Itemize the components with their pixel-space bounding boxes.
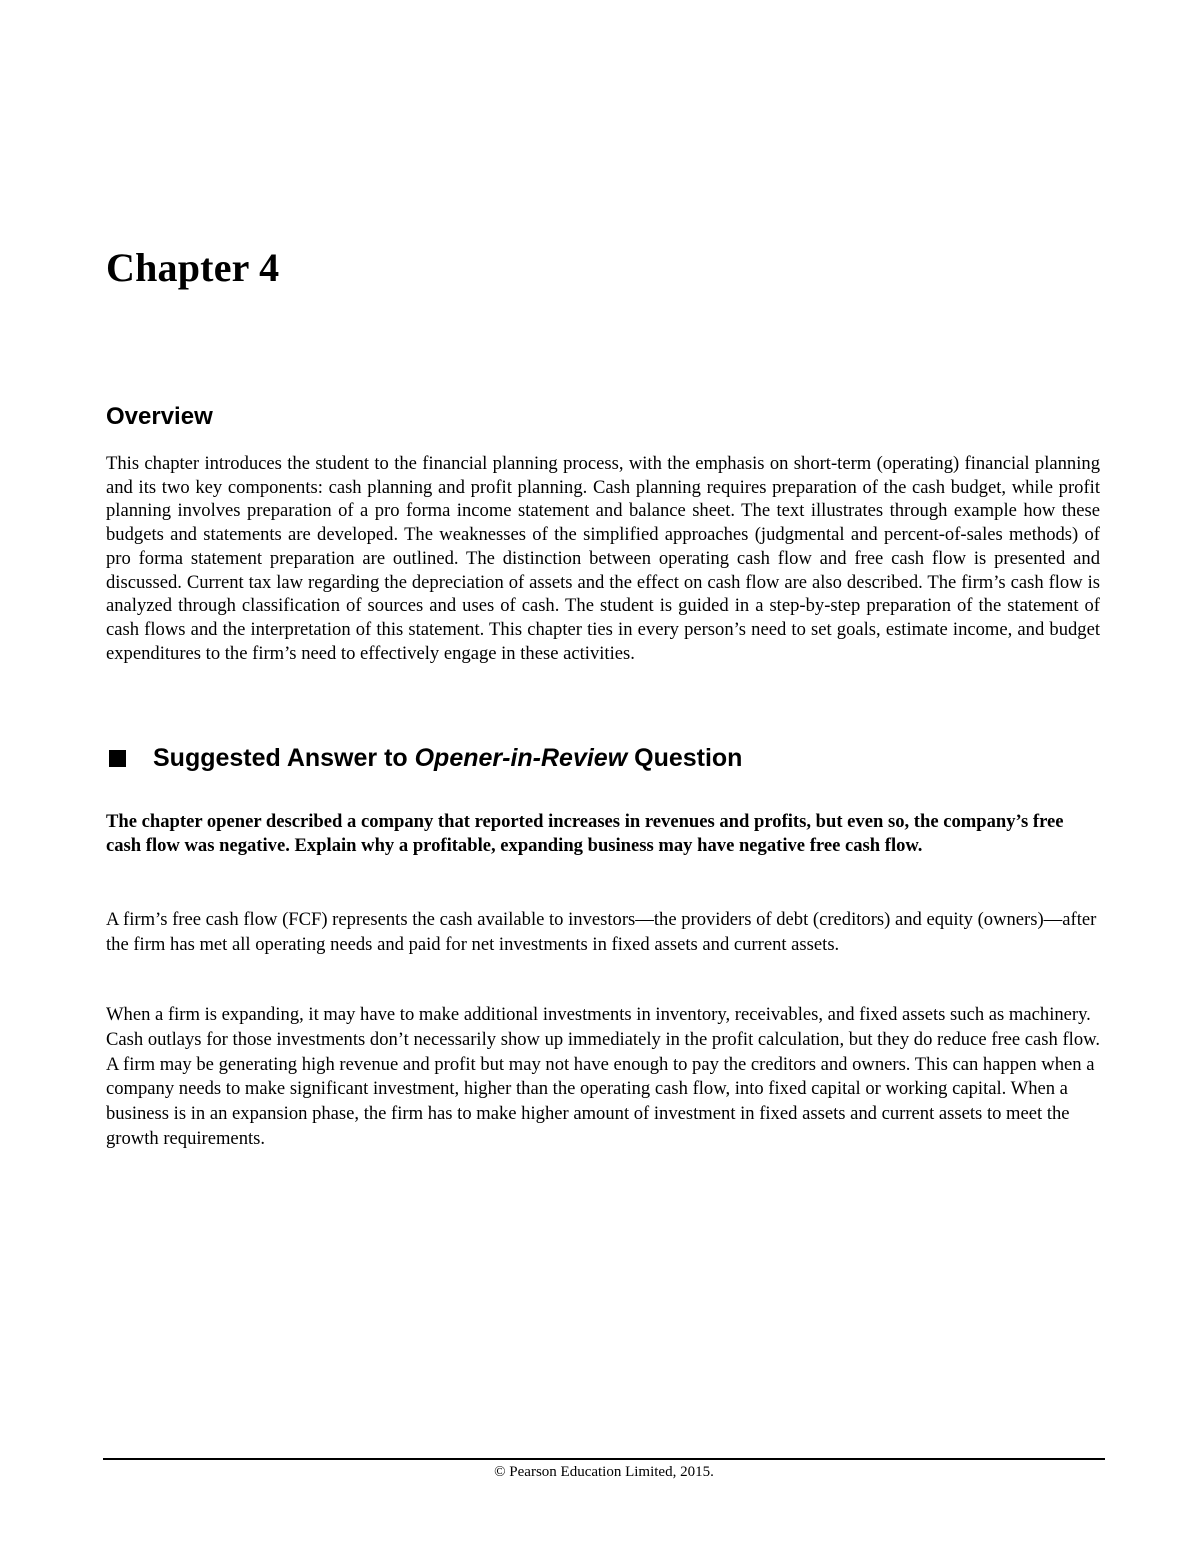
answer-paragraph: A firm’s free cash flow (FCF) represents the cash available to investors—the providers of debt (creditors) and equity (owners)—after the firm has met all operating needs and paid for net investments in fixed assets and current assets. xyxy=(106,909,1097,955)
opener-question: The chapter opener described a company that reported increases in revenues and profits, but even so, the company’s free cash flow was negative. Explain why a profitable, expanding business may have negative free cash flow. xyxy=(106,811,1064,856)
heading-suffix: Question xyxy=(627,744,743,772)
heading-prefix: Suggested Answer to xyxy=(153,744,415,772)
footer-copyright: © Pearson Education Limited, 2015. xyxy=(494,1464,714,1480)
overview-paragraph: This chapter introduces the student to the financial planning process, with the emphasis on short-term (operating) financial planning and its two key components: cash planning and profit planning. Cash planning requires preparation of the cash budget, while profit planning involves preparation of a pro forma income statement and balance sheet. The text illustrates through example how these budgets and statements are developed. The weaknesses of the simplified approaches (judgmental and percent-of-sales methods) of pro forma statement preparation are outlined. The distinction between operating cash flow and free cash flow is presented and discussed. Current tax law regarding the depreciation of assets and the effect on cash flow are also described. The firm’s cash flow is analyzed through classification of sources and uses of cash. The student is guided in a step-by-step preparation of the statement of cash flows and the interpretation of this statement. This chapter ties in every person’s need to set goals, estimate income, and budget expenditures to the firm’s need to effectively engage in these activities. xyxy=(106,453,1100,664)
overview-heading: Overview xyxy=(106,403,213,430)
answer-paragraph: When a firm is expanding, it may have to make additional investments in inventory, receivables, and fixed assets such as machinery. Cash outlays for those investments don’t necessarily show up immediately in the profit calculation, but they do reduce free cash flow. A firm may be generating high revenue and profit but may not have enough to pay the creditors and owners. This can happen when a company needs to make significant investment, higher than the operating cash flow, into fixed capital or working capital. When a business is in an expansion phase, the firm has to make higher amount of investment in fixed assets and current assets to meet the growth requirements. xyxy=(106,1004,1100,1149)
square-bullet-icon xyxy=(109,750,126,767)
suggested-answer-heading xyxy=(106,742,742,774)
chapter-title: Chapter 4 xyxy=(106,245,280,290)
heading-italic-title: Opener-in-Review xyxy=(414,744,628,772)
footer-divider xyxy=(103,1458,1105,1460)
